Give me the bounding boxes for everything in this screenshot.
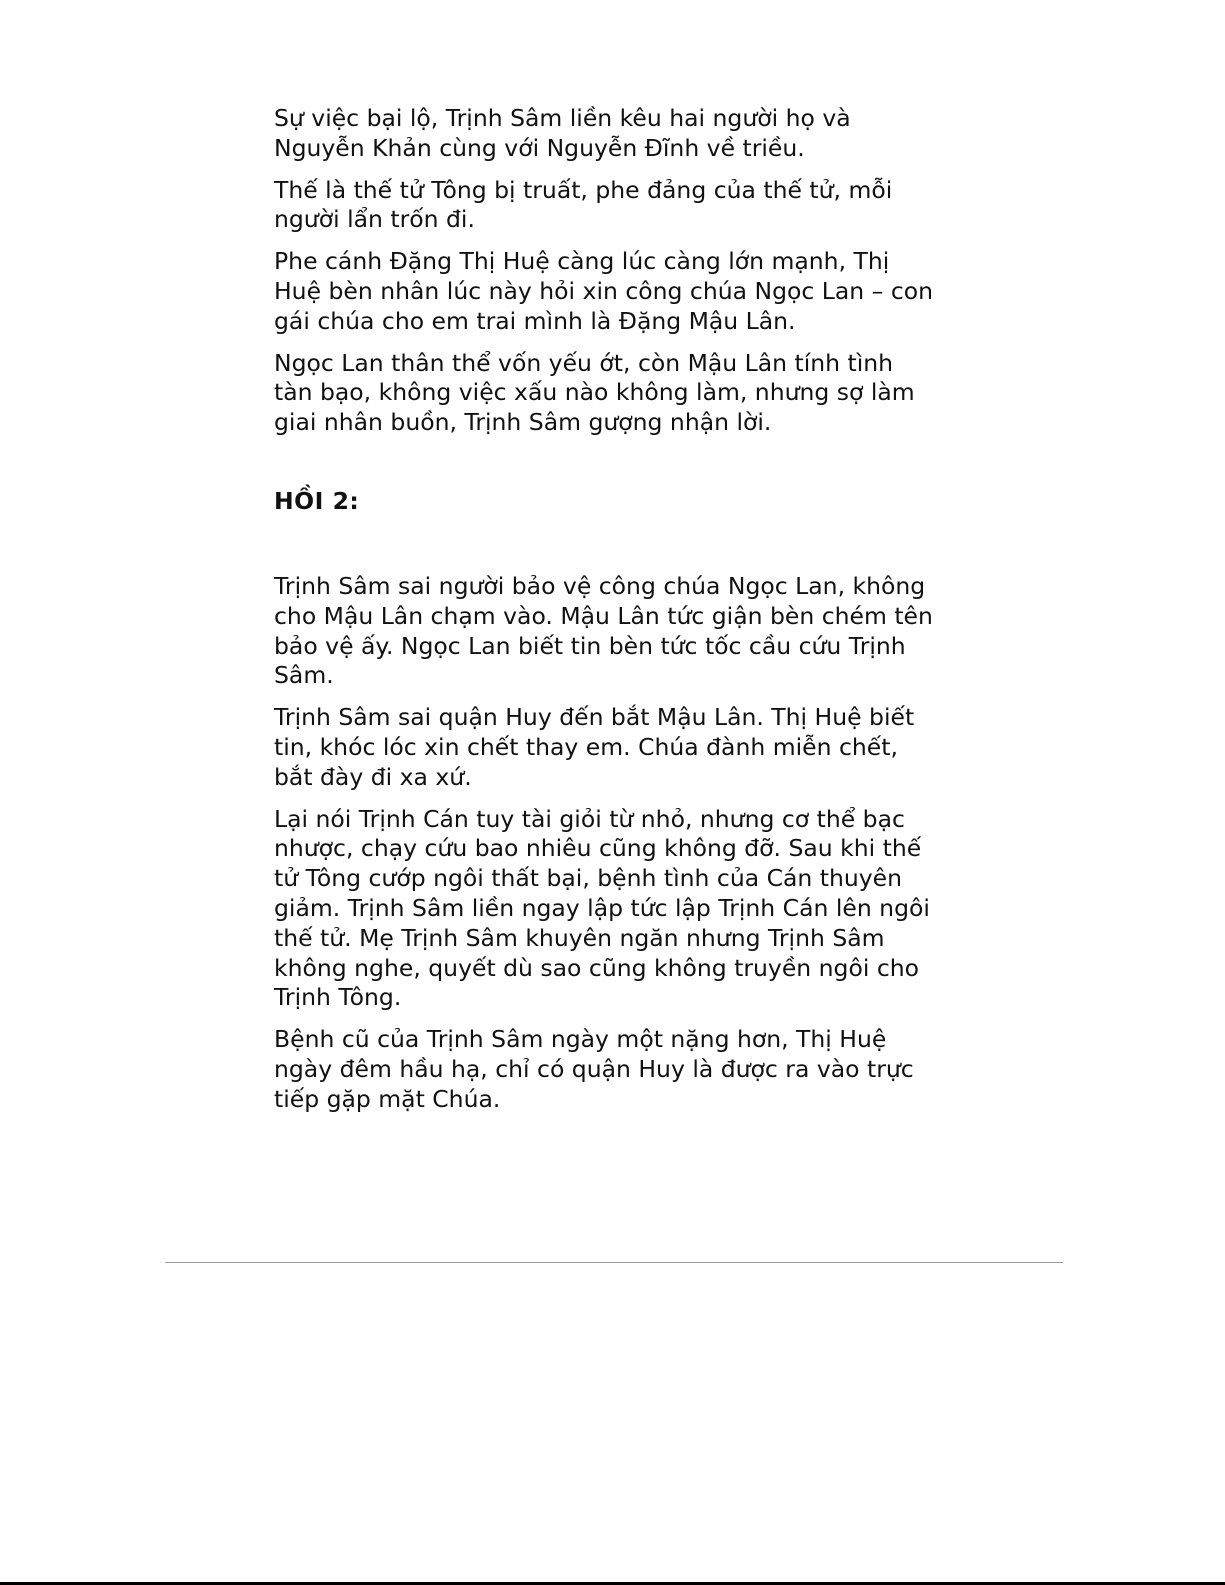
section-before-heading xyxy=(274,104,954,438)
paragraph: Thế là thế tử Tông bị truất, phe đảng của thế tử, mỗi người lẩn trốn đi. xyxy=(274,175,893,234)
section-after-heading xyxy=(274,572,954,1115)
paragraph: Lại nói Trịnh Cán tuy tài giỏi từ nhỏ, nhưng cơ thể bạc nhược, chạy cứu bao nhiêu cũng không đỡ. Sau khi thế tử Tông cướp ngôi thất bại, bệnh tình của Cán thuyên giảm. Trịnh Sâm liền ngay lập tức lập Trịnh Cán lên ngôi thế tử. Mẹ Trịnh Sâm khuyên ngăn nhưng Trịnh Sâm không nghe, quyết dù sao cũng không truyền ngôi cho Trịnh Tông. xyxy=(274,804,930,1012)
chapter-heading: HỒI 2: xyxy=(274,486,360,515)
document-body xyxy=(274,104,954,1127)
paragraph: Ngọc Lan thân thể vốn yếu ớt, còn Mậu Lân tính tình tàn bạo, không việc xấu nào không làm, nhưng sợ làm giai nhân buồn, Trịnh Sâm gượng nhận lời. xyxy=(274,348,915,437)
paragraph: Trịnh Sâm sai quận Huy đến bắt Mậu Lân. Thị Huệ biết tin, khóc lóc xin chết thay em. Chúa đành miễn chết, bắt đày đi xa xứ. xyxy=(274,703,915,791)
paragraph: Bệnh cũ của Trịnh Sâm ngày một nặng hơn, Thị Huệ ngày đêm hầu hạ, chỉ có quận Huy là được ra vào trực tiếp gặp mặt Chúa. xyxy=(274,1025,914,1113)
footer-divider xyxy=(165,1262,1063,1263)
paragraph: Sự việc bại lộ, Trịnh Sâm liền kêu hai người họ và Nguyễn Khản cùng với Nguyễn Đĩnh về triều. xyxy=(274,104,851,162)
paragraph: Trịnh Sâm sai người bảo vệ công chúa Ngọc Lan, không cho Mậu Lân chạm vào. Mậu Lân tức giận bèn chém tên bảo vệ ấy. Ngọc Lan biết tin bèn tức tốc cầu cứu Trịnh Sâm. xyxy=(274,571,933,690)
paragraph: Phe cánh Đặng Thị Huệ càng lúc càng lớn mạnh, Thị Huệ bèn nhân lúc này hỏi xin công chúa Ngọc Lan – con gái chúa cho em trai mình là Đặng Mậu Lân. xyxy=(274,247,934,335)
